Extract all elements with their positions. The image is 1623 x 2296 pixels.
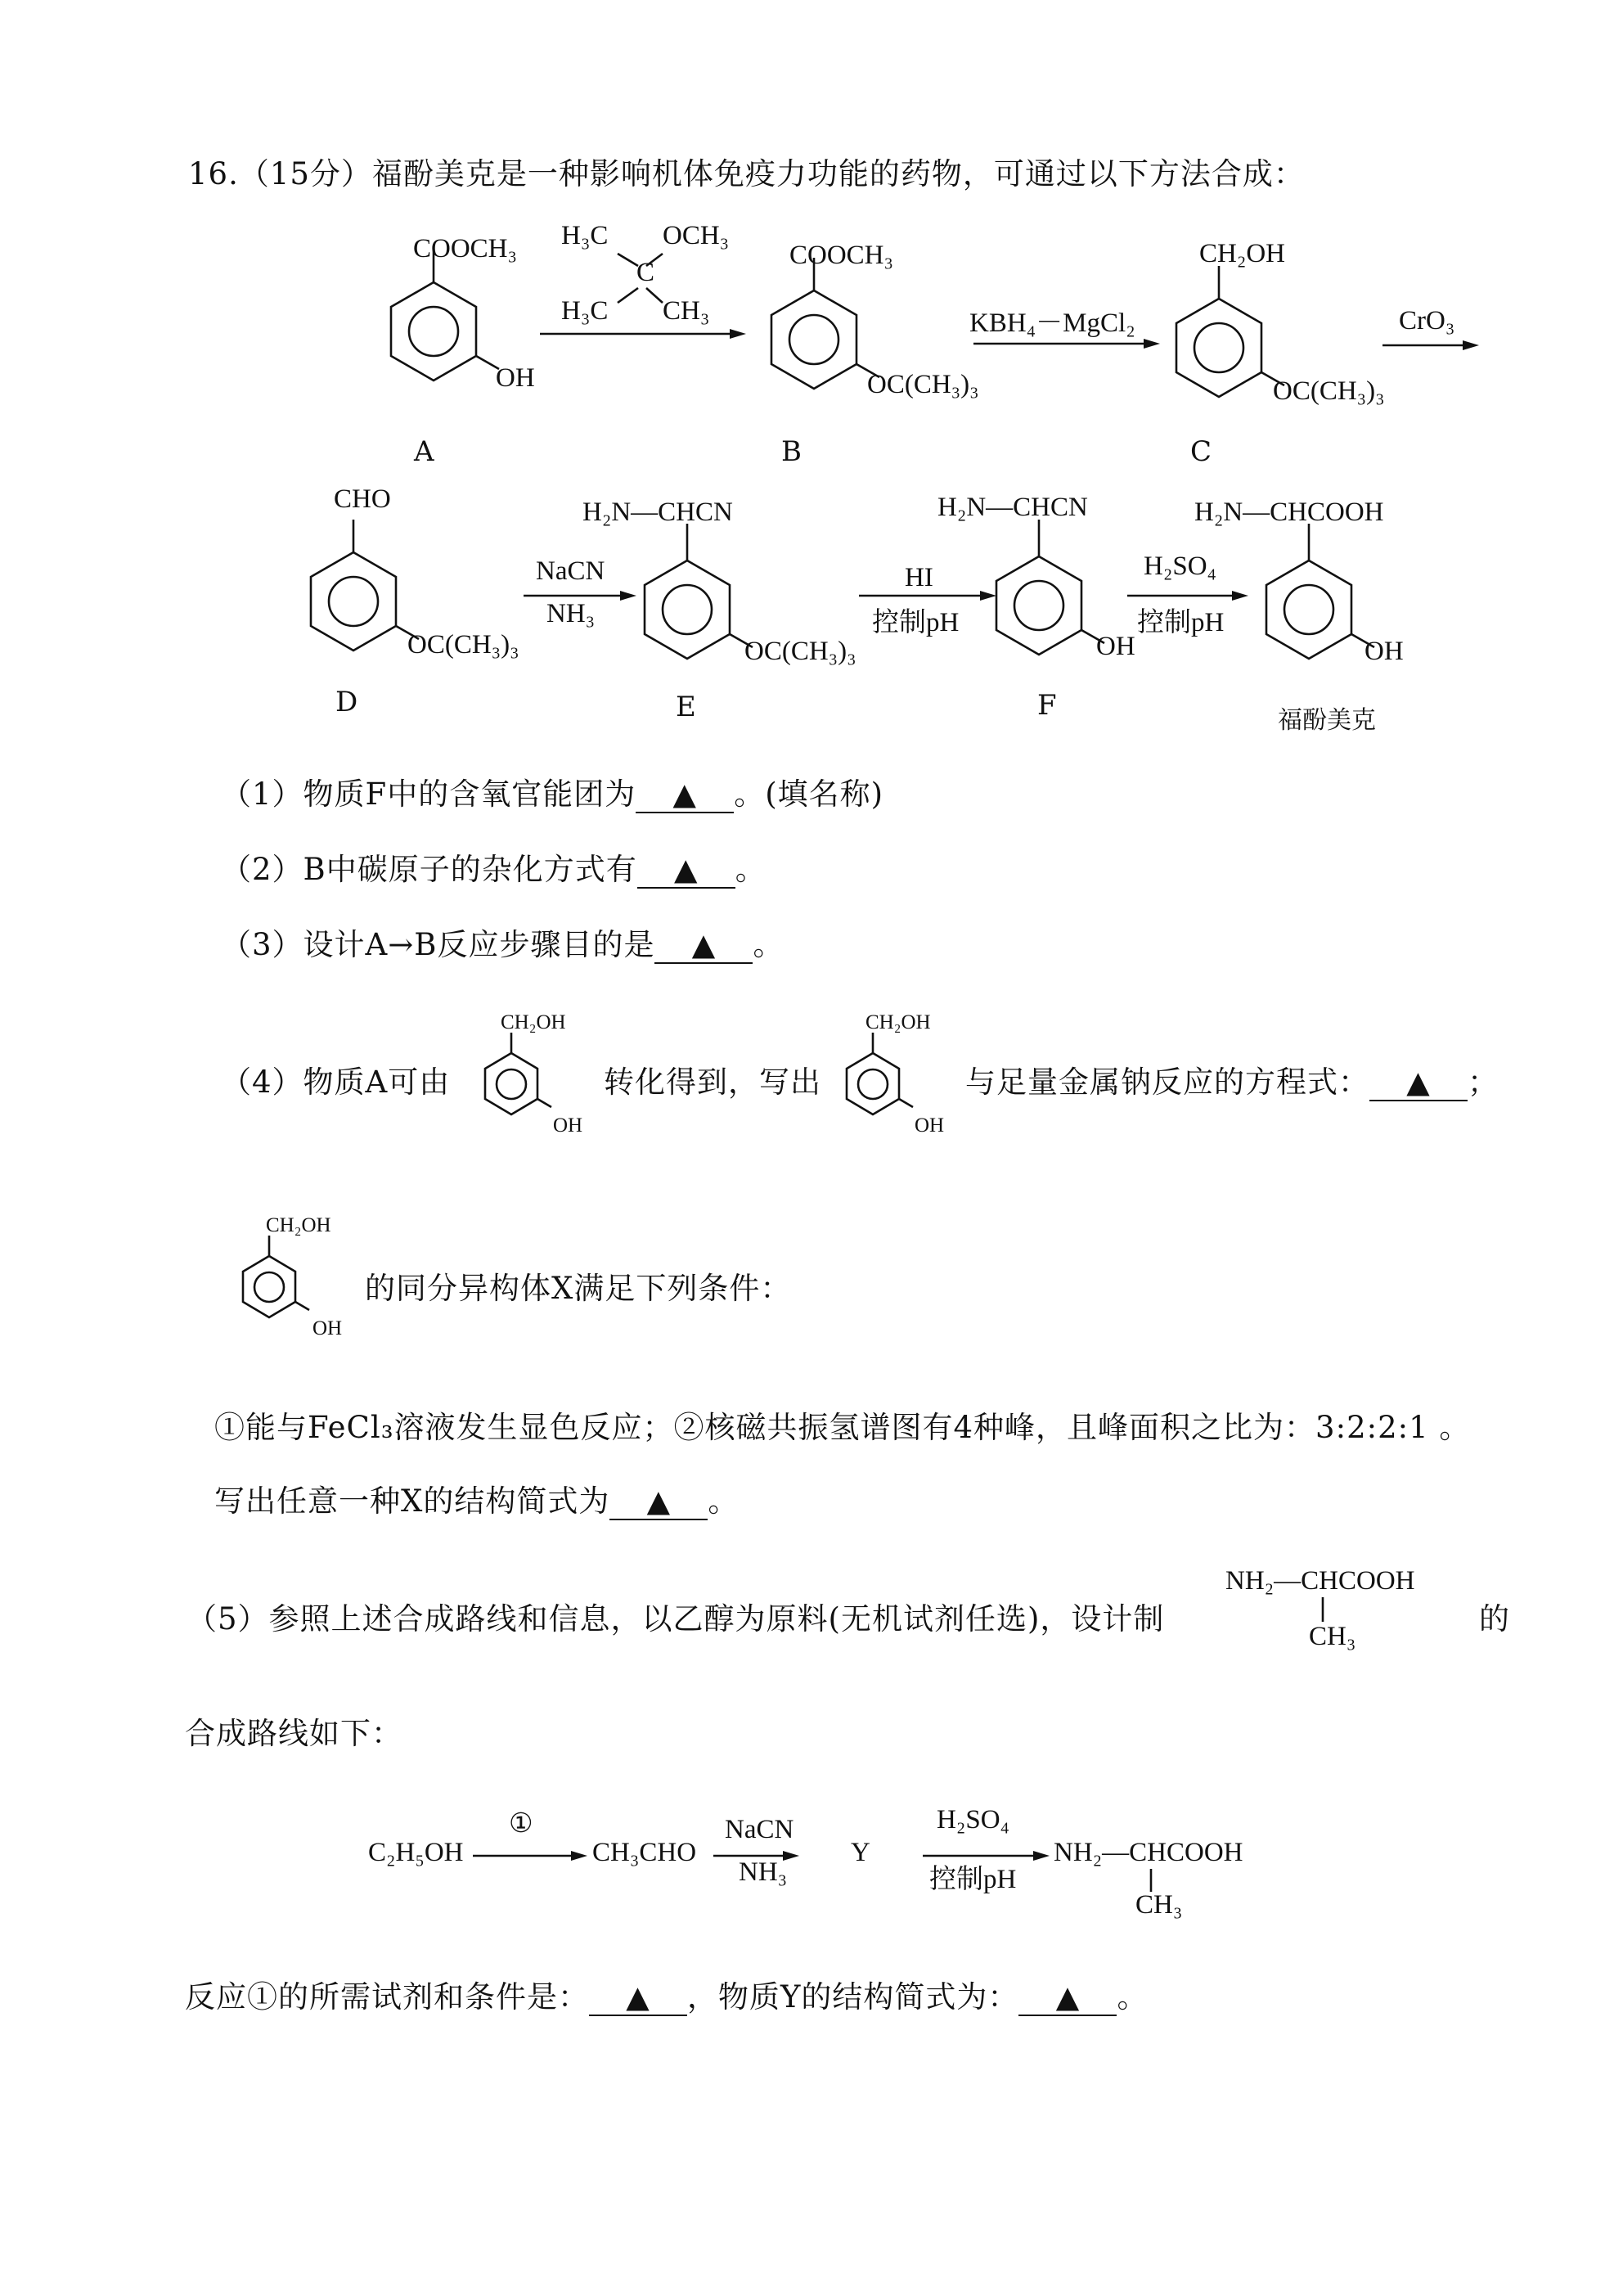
route-step-3-top: H₂SO₄ <box>937 1805 1010 1835</box>
benzene-ring-icon <box>765 282 871 397</box>
route-product-bottom: CH₃ <box>1135 1890 1183 1920</box>
route-step-2-bottom: NH₃ <box>739 1857 788 1887</box>
reagent-h3c-top: H₃C <box>561 221 609 250</box>
route-ethanol: C₂H₅OH <box>368 1838 464 1867</box>
target-top: NH₂—CHCOOH <box>1225 1566 1415 1596</box>
reaction-arrow-icon <box>1382 337 1489 353</box>
route-step-3-bottom: 控制pH <box>929 1865 1017 1894</box>
q4-write-suffix: 。 <box>708 1483 740 1519</box>
route-acetaldehyde: CH₃CHO <box>592 1838 697 1867</box>
substituent-top: H₂N—CHCN <box>582 497 733 527</box>
reagent-c: C <box>636 258 655 287</box>
substituent-top: CHO <box>334 484 391 514</box>
benzene-ring-icon <box>384 274 491 389</box>
reaction-arrow-icon <box>473 1848 596 1864</box>
route-step-2-top: NaCN <box>725 1815 794 1844</box>
compound-label: D <box>335 686 358 718</box>
q1-text: （1）物质F中的含氧官能团为 <box>221 777 636 812</box>
q5-de: 的 <box>1479 1601 1510 1636</box>
reagent-fg-top: H₂SO₄ <box>1144 551 1217 581</box>
benzene-ring-icon <box>481 1049 546 1123</box>
substituent-meta: OH <box>1364 637 1404 666</box>
reagent-ef-top: HI <box>905 563 933 592</box>
compound-label: F <box>1037 689 1057 722</box>
q5-text: （5）参照上述合成路线和信息，以乙醇为原料(无机试剂任选)，设计制 <box>187 1601 1165 1636</box>
substituent-meta: OC(CH₃)₃ <box>867 370 979 399</box>
compound-label: 福酚美克 <box>1278 706 1376 735</box>
q4-semicolon: ； <box>1468 1065 1499 1100</box>
q4-conditions: ①能与FeCl₃溶液发生显色反应；②核磁共振氢谱图有4种峰，且峰面积之比为：3:2:2:1 。 <box>214 1410 1471 1445</box>
small-sub-meta: OH <box>312 1317 343 1339</box>
q5-q-text: 反应①的所需试剂和条件是： <box>185 1979 589 2015</box>
answer-blank[interactable]: ▲ <box>637 852 735 889</box>
q2-text: （2）B中碳原子的杂化方式有 <box>221 852 637 887</box>
reagent-fg-bottom: 控制pH <box>1137 608 1225 637</box>
substituent-top: COOCH₃ <box>413 234 518 263</box>
q5-text-2: 合成路线如下： <box>185 1716 402 1751</box>
substituent-top: COOCH₃ <box>789 241 894 270</box>
reagent-de-top: NaCN <box>536 556 605 586</box>
q4-line-end <box>965 1057 1499 1101</box>
answer-blank[interactable]: ▲ <box>609 1483 708 1520</box>
reagent-bc: KBH₄－MgCl₂ <box>969 308 1135 338</box>
answer-blank[interactable]: ▲ <box>1369 1065 1468 1101</box>
q4-write <box>214 1476 739 1520</box>
compound-label: B <box>781 435 802 468</box>
substituent-meta: OC(CH₃)₃ <box>1273 376 1385 406</box>
compound-label: A <box>414 435 434 468</box>
question-1 <box>221 769 883 813</box>
benzene-ring-icon <box>1260 552 1366 667</box>
reagent-ch3: CH₃ <box>663 296 710 326</box>
substituent-meta: OC(CH₃)₃ <box>407 630 519 660</box>
answer-blank[interactable]: ▲ <box>589 1979 687 2016</box>
q4-text-3: 与足量金属钠反应的方程式： <box>965 1065 1369 1100</box>
substituent-top: CH₂OH <box>1199 239 1286 268</box>
q4-text-1: （4）物质A可由 <box>221 1065 451 1100</box>
q4-text-2: 转化得到，写出 <box>604 1065 821 1100</box>
answer-blank[interactable]: ▲ <box>636 777 734 813</box>
benzene-ring-icon <box>843 1049 908 1123</box>
target-bottom: CH₃ <box>1309 1622 1356 1651</box>
route-product: NH₂—CHCOOH <box>1054 1838 1243 1867</box>
substituent-top: H₂N—CHCN <box>937 493 1088 522</box>
small-sub-top: CH₂OH <box>266 1214 331 1236</box>
compound-label: C <box>1190 435 1212 468</box>
small-sub-top: CH₂OH <box>501 1011 566 1033</box>
question-3 <box>221 920 784 964</box>
benzene-ring-icon <box>1170 290 1276 405</box>
substituent-meta: OC(CH₃)₃ <box>744 637 856 666</box>
reagent-ef-bottom: 控制pH <box>872 608 960 637</box>
q2-suffix: 。 <box>735 852 767 887</box>
compound-label: E <box>676 691 696 723</box>
answer-blank[interactable]: ▲ <box>654 927 753 964</box>
q3-text: （3）设计A→B反应步骤目的是 <box>221 927 655 962</box>
substituent-meta: OH <box>496 363 535 393</box>
benzene-ring-icon <box>990 548 1096 663</box>
q5-question <box>185 1972 1148 2016</box>
small-sub-top: CH₂OH <box>865 1011 931 1033</box>
reagent-och3: OCH₃ <box>663 221 730 250</box>
benzene-ring-icon <box>304 544 411 659</box>
benzene-ring-icon <box>239 1252 304 1326</box>
route-step-1-label: ① <box>509 1809 533 1839</box>
reaction-arrow-icon <box>973 335 1170 352</box>
q5-q-mid: ，物质Y的结构简式为： <box>687 1979 1019 2015</box>
small-sub-meta: OH <box>915 1114 945 1137</box>
small-sub-meta: OH <box>553 1114 583 1137</box>
benzene-ring-icon <box>638 552 744 667</box>
q4-isomer-text: 的同分异构体X满足下列条件： <box>365 1271 792 1306</box>
answer-blank[interactable]: ▲ <box>1018 1979 1117 2016</box>
q4-write-text: 写出任意一种X的结构简式为 <box>214 1483 610 1519</box>
reaction-arrow-icon <box>532 237 753 352</box>
q3-suffix: 。 <box>753 927 785 962</box>
q5-q-suffix: 。 <box>1117 1979 1149 2015</box>
substituent-meta: OH <box>1096 632 1135 661</box>
substituent-top: H₂N—CHCOOH <box>1194 497 1384 527</box>
route-y: Y <box>851 1838 870 1867</box>
question-2 <box>221 844 767 889</box>
reagent-cd: CrO₃ <box>1399 306 1455 335</box>
reagent-de-bottom: NH₃ <box>546 599 596 628</box>
reagent-h3c-bottom: H₃C <box>561 296 609 326</box>
question-header: 16.（15分）福酚美克是一种影响机体免疫力功能的药物，可通过以下方法合成： <box>188 156 1305 191</box>
q1-suffix: 。(填名称) <box>734 777 884 812</box>
